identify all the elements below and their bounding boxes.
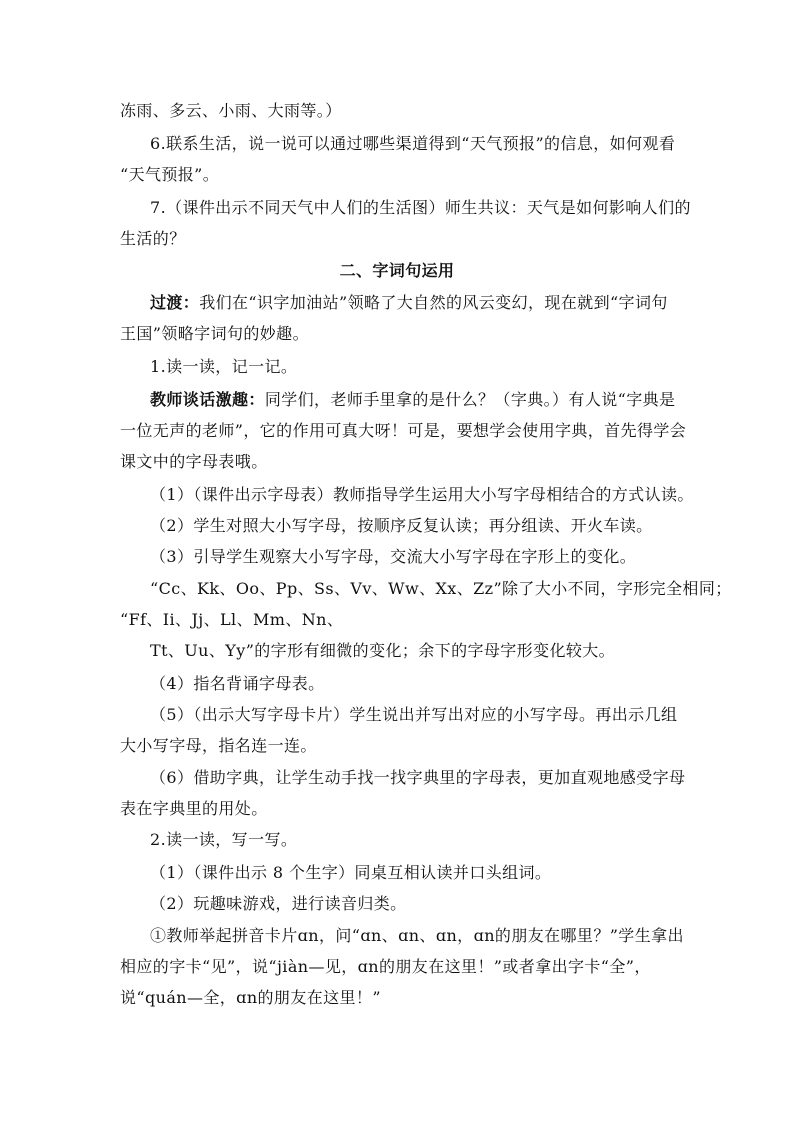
text-line: 说“quán—全，ɑn的朋友在这里！” — [120, 988, 381, 1007]
text-line: 生活的？ — [120, 229, 186, 248]
text-line: 冻雨、多云、小雨、大雨等。） — [120, 101, 342, 120]
text-line: 表在字典里的用处。 — [120, 799, 268, 818]
teacher-intro-label: 教师谈话激趣： — [150, 390, 265, 409]
text-line: “Ff、Ii、Jj、Ll、Mm、Nn、 — [120, 610, 344, 629]
text-line: 6.联系生活，说一说可以通过哪些渠道得到“天气预报”的信息，如何观看 — [150, 134, 676, 153]
text-line: 王国”领略字词句的妙趣。 — [120, 324, 309, 343]
text-line: 1.读一读，记一记。 — [150, 357, 298, 376]
text-line: （2）学生对照大小写字母，按顺序反复认读；再分组读、开火车读。 — [150, 516, 653, 535]
text-span: 同学们，老师手里拿的是什么？（字典。）有人说“字典是 — [264, 390, 676, 409]
transition-label: 过渡： — [150, 293, 200, 312]
text-line: （3）引导学生观察大小写字母，交流大小写字母在字形上的变化。 — [150, 547, 637, 566]
text-line: （5）（出示大写字母卡片）学生说出并写出对应的小写字母。再出示几组 — [150, 705, 678, 724]
text-line: 课文中的字母表哦。 — [120, 452, 268, 471]
text-line: “天气预报”。 — [120, 165, 220, 184]
text-span: 我们在“识字加油站”领略了大自然的风云变幻，现在就到“字词句 — [199, 293, 668, 312]
text-line: （2）玩趣味游戏，进行读音归类。 — [150, 894, 407, 913]
text-line: （6）借助字典，让学生动手找一找字典里的字母表，更加直观地感受字母 — [150, 768, 686, 787]
text-line: 大小写字母，指名连一连。 — [120, 736, 317, 755]
text-line: “Cc、Kk、Oo、Pp、Ss、Vv、Ww、Xx、Zz”除了大小不同，字形完全相同； — [150, 579, 732, 598]
text-line — [150, 292, 668, 314]
text-line: （4）指名背诵字母表。 — [150, 674, 325, 693]
section-heading: 二、字词句运用 — [339, 261, 455, 280]
text-line: 7.（课件出示不同天气中人们的生活图）师生共议：天气是如何影响人们的 — [150, 198, 691, 217]
text-line: 2.读一读，写一写。 — [150, 830, 298, 849]
text-line: 一位无声的老师”，它的作用可真大呀！可是，要想学会使用字典，首先得学会 — [120, 421, 687, 440]
text-line: （1）（课件出示字母表）教师指导学生运用大小写字母相结合的方式认读。 — [150, 485, 694, 504]
text-line: 相应的字卡“见”，说“jiàn—见，ɑn的朋友在这里！”或者拿出字卡“全”， — [120, 957, 651, 976]
text-line — [150, 389, 675, 411]
text-line: （1）（课件出示 8 个生字）同桌互相认读并口头组词。 — [150, 863, 552, 882]
text-line: ①教师举起拼音卡片ɑn，问“ɑn、ɑn、ɑn，ɑn的朋友在哪里？”学生拿出 — [150, 926, 684, 945]
text-line: Tt、Uu、Yy”的字形有细微的变化；余下的字母字形变化较大。 — [150, 641, 616, 660]
